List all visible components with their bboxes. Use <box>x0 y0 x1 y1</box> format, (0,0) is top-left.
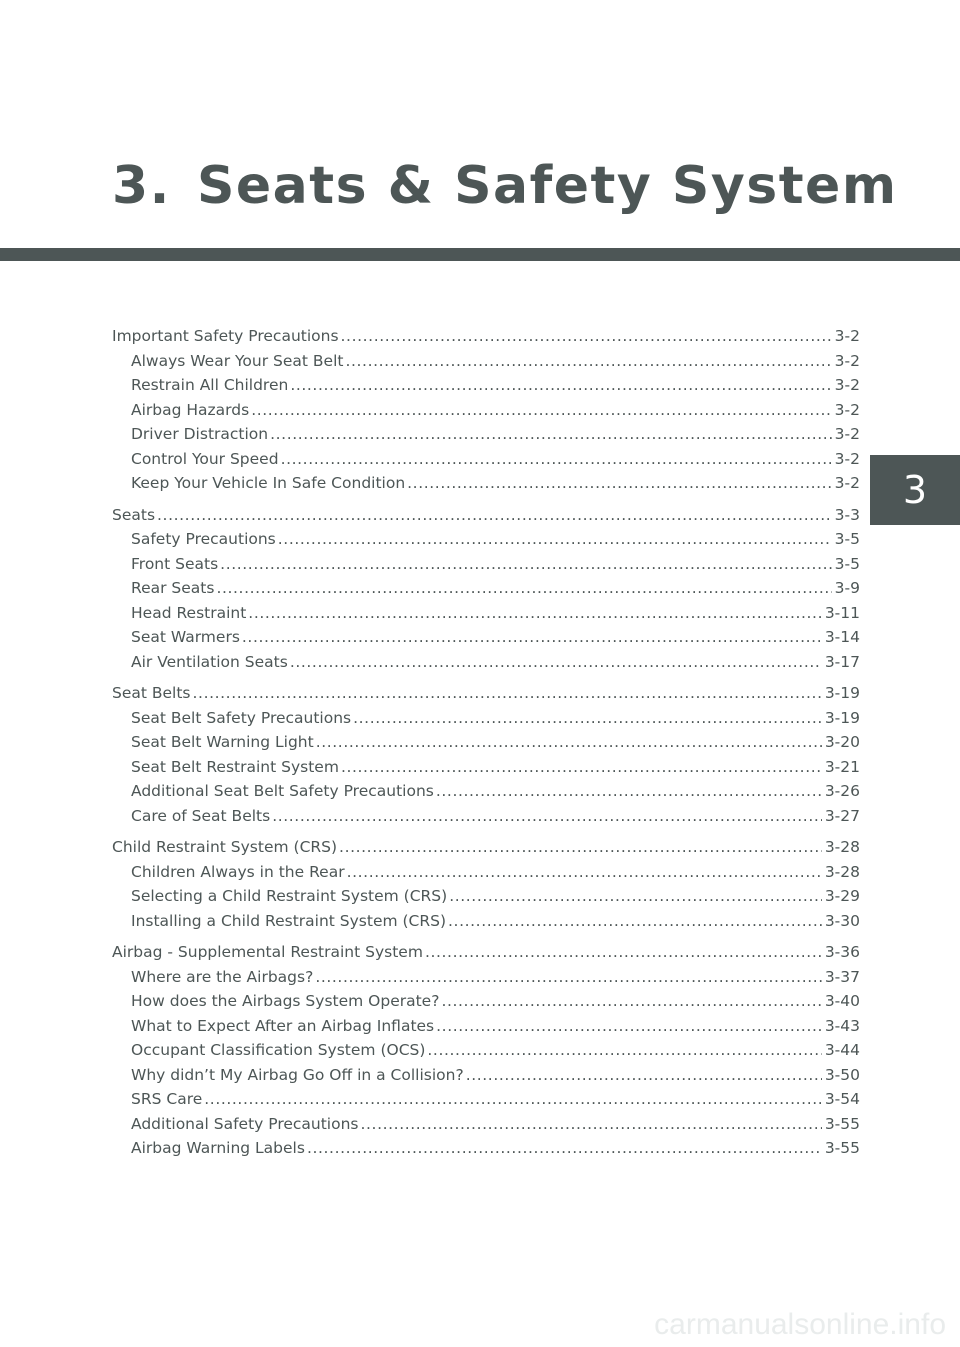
toc-page-number: 3-5 <box>834 554 860 573</box>
toc-page-number: 3-30 <box>824 911 860 930</box>
toc-entry-title: Seats <box>112 505 156 524</box>
toc-page-number: 3-28 <box>824 838 860 856</box>
toc-entry[interactable] <box>112 884 860 909</box>
title-divider-bar <box>0 248 960 261</box>
toc-page-number: 3-20 <box>824 733 860 751</box>
toc-page-number: 3-55 <box>824 1139 860 1157</box>
toc-page-number: 3-14 <box>824 628 860 646</box>
toc-entry[interactable] <box>112 779 860 804</box>
dot-leader <box>339 835 822 860</box>
dot-leader <box>157 503 832 528</box>
dot-leader <box>353 706 822 731</box>
dot-leader <box>290 650 822 675</box>
toc-entry-title: Restrain All Children <box>131 376 289 394</box>
toc-entry[interactable] <box>112 1087 860 1112</box>
dot-leader <box>204 1087 822 1112</box>
dot-leader <box>316 730 822 755</box>
toc-page-number: 3-11 <box>824 603 860 622</box>
dot-leader <box>436 779 822 804</box>
toc-page-number: 3-9 <box>834 579 860 597</box>
toc-entry-title: Why didn’t My Airbag Go Off in a Collision? <box>131 1065 464 1084</box>
dot-leader <box>341 755 822 780</box>
toc-entry[interactable] <box>112 755 860 780</box>
toc-entry-title: Air Ventilation Seats <box>131 652 288 671</box>
toc-entry[interactable] <box>112 860 860 885</box>
toc-section-heading[interactable] <box>112 503 860 528</box>
toc-entry-title: Installing a Child Restraint System (CRS) <box>131 911 447 930</box>
toc-page-number: 3-29 <box>824 887 860 905</box>
dot-leader <box>407 471 832 496</box>
dot-leader <box>281 447 832 472</box>
toc-entry-title: Seat Belt Warning Light <box>131 733 314 751</box>
dot-leader <box>307 1136 822 1161</box>
toc-entry[interactable] <box>112 650 860 675</box>
toc-entry-title: Child Restraint System (CRS) <box>112 838 338 856</box>
toc-entry[interactable] <box>112 471 860 496</box>
dot-leader <box>345 349 831 374</box>
toc-section-heading[interactable] <box>112 835 860 860</box>
chapter-tab[interactable] <box>870 455 960 525</box>
toc-entry-title: Control Your Speed <box>131 449 279 468</box>
toc-entry[interactable] <box>112 625 860 650</box>
toc-entry-title: Children Always in the Rear <box>131 862 345 881</box>
toc-entry[interactable] <box>112 527 860 552</box>
toc-entry-title: Keep Your Vehicle In Safe Condition <box>131 474 406 492</box>
toc-entry-title: Care of Seat Belts <box>131 806 271 825</box>
dot-leader <box>436 1014 822 1039</box>
toc-page-number: 3-2 <box>834 376 860 394</box>
toc-entry-title: Seat Belts <box>112 684 191 702</box>
toc-page-number: 3-54 <box>824 1090 860 1108</box>
toc-entry[interactable] <box>112 398 860 423</box>
toc-page-number: 3-55 <box>824 1114 860 1133</box>
toc-page-number: 3-27 <box>824 806 860 825</box>
toc-entry[interactable] <box>112 552 860 577</box>
toc-page-number: 3-36 <box>824 943 860 961</box>
dot-leader <box>341 324 832 349</box>
toc-entry[interactable] <box>112 965 860 990</box>
toc-entry[interactable] <box>112 349 860 374</box>
dot-leader <box>272 804 822 829</box>
toc-entry-title: Seat Belt Restraint System <box>131 757 339 776</box>
toc-page-number: 3-3 <box>834 505 860 524</box>
toc-page-number: 3-21 <box>824 757 860 776</box>
toc-entry-title: Where are the Airbags? <box>131 967 314 986</box>
toc-page-number: 3-2 <box>834 474 860 492</box>
chapter-title <box>112 156 898 216</box>
toc-entry[interactable] <box>112 804 860 829</box>
toc-page-number: 3-26 <box>824 782 860 800</box>
dot-leader <box>248 601 822 626</box>
toc-entry-title: Front Seats <box>131 554 219 573</box>
toc-section <box>112 681 860 828</box>
toc-entry-title: Seat Belt Safety Precautions <box>131 708 352 727</box>
chapter-title-text: Seats & Safety System <box>196 156 898 216</box>
toc-entry[interactable] <box>112 447 860 472</box>
toc-page-number: 3-43 <box>824 1016 860 1035</box>
toc-entry-title: Airbag Warning Labels <box>131 1139 305 1157</box>
toc-section <box>112 940 860 1161</box>
toc-page-number: 3-28 <box>824 862 860 881</box>
toc-entry[interactable] <box>112 706 860 731</box>
toc-entry[interactable] <box>112 909 860 934</box>
toc-entry-title: Important Safety Precautions <box>112 327 339 345</box>
toc-page-number: 3-44 <box>824 1041 860 1059</box>
dot-leader <box>448 909 822 934</box>
toc-section-heading[interactable] <box>112 940 860 965</box>
toc-entry[interactable] <box>112 422 860 447</box>
toc-entry-title: Additional Safety Precautions <box>131 1114 359 1133</box>
toc-entry-title: What to Expect After an Airbag Inflates <box>131 1016 435 1035</box>
toc-entry[interactable] <box>112 373 860 398</box>
dot-leader <box>278 527 832 552</box>
toc-entry[interactable] <box>112 1136 860 1161</box>
toc-entry-title: SRS Care <box>131 1090 203 1108</box>
chapter-number: 3. <box>112 156 171 216</box>
toc-entry[interactable] <box>112 601 860 626</box>
dot-leader <box>449 884 822 909</box>
dot-leader <box>427 1038 821 1063</box>
dot-leader <box>290 373 831 398</box>
toc-page-number: 3-17 <box>824 652 860 671</box>
toc-page-number: 3-50 <box>824 1065 860 1084</box>
toc-page-number: 3-2 <box>834 425 860 443</box>
dot-leader <box>347 860 822 885</box>
toc-entry-title: Additional Seat Belt Safety Precautions <box>131 782 434 800</box>
toc-page-number: 3-2 <box>834 327 860 345</box>
toc-page-number: 3-37 <box>824 967 860 986</box>
toc-page-number: 3-2 <box>834 351 860 370</box>
toc-entry-title: Occupant Classification System (OCS) <box>131 1041 426 1059</box>
chapter-tab-label: 3 <box>902 468 928 512</box>
toc-entry[interactable] <box>112 576 860 601</box>
dot-leader <box>361 1112 822 1137</box>
toc-section <box>112 324 860 496</box>
toc-page-number: 3-19 <box>824 684 860 702</box>
dot-leader <box>193 681 822 706</box>
dot-leader <box>220 552 832 577</box>
dot-leader <box>466 1063 822 1088</box>
toc-entry[interactable] <box>112 730 860 755</box>
toc-entry-title: Always Wear Your Seat Belt <box>131 351 344 370</box>
toc-entry-title: Rear Seats <box>131 579 215 597</box>
dot-leader <box>441 989 821 1014</box>
toc-page-number: 3-40 <box>824 992 860 1010</box>
toc-entry-title: Driver Distraction <box>131 425 269 443</box>
dot-leader <box>251 398 831 423</box>
dot-leader <box>425 940 822 965</box>
toc-section-heading[interactable] <box>112 681 860 706</box>
toc-entry-title: Head Restraint <box>131 603 247 622</box>
toc-page-number: 3-5 <box>834 530 860 548</box>
dot-leader <box>270 422 832 447</box>
toc-entry[interactable] <box>112 1063 860 1088</box>
toc-entry[interactable] <box>112 1014 860 1039</box>
toc-entry[interactable] <box>112 989 860 1014</box>
toc-entry-title: Airbag - Supplemental Restraint System <box>112 943 423 961</box>
watermark: carmanualsonline.info <box>654 1308 946 1341</box>
toc-entry[interactable] <box>112 1112 860 1137</box>
toc-entry-title: How does the Airbags System Operate? <box>131 992 440 1010</box>
toc-page-number: 3-2 <box>834 449 860 468</box>
toc-entry-title: Airbag Hazards <box>131 400 250 419</box>
toc-section <box>112 835 860 933</box>
toc-section <box>112 503 860 675</box>
table-of-contents <box>112 324 860 1168</box>
dot-leader <box>315 965 822 990</box>
toc-entry-title: Selecting a Child Restraint System (CRS) <box>131 887 448 905</box>
toc-page-number: 3-2 <box>834 400 860 419</box>
dot-leader <box>216 576 831 601</box>
toc-entry-title: Seat Warmers <box>131 628 240 646</box>
toc-section-heading[interactable] <box>112 324 860 349</box>
toc-page-number: 3-19 <box>824 708 860 727</box>
dot-leader <box>242 625 822 650</box>
toc-entry-title: Safety Precautions <box>131 530 276 548</box>
toc-entry[interactable] <box>112 1038 860 1063</box>
